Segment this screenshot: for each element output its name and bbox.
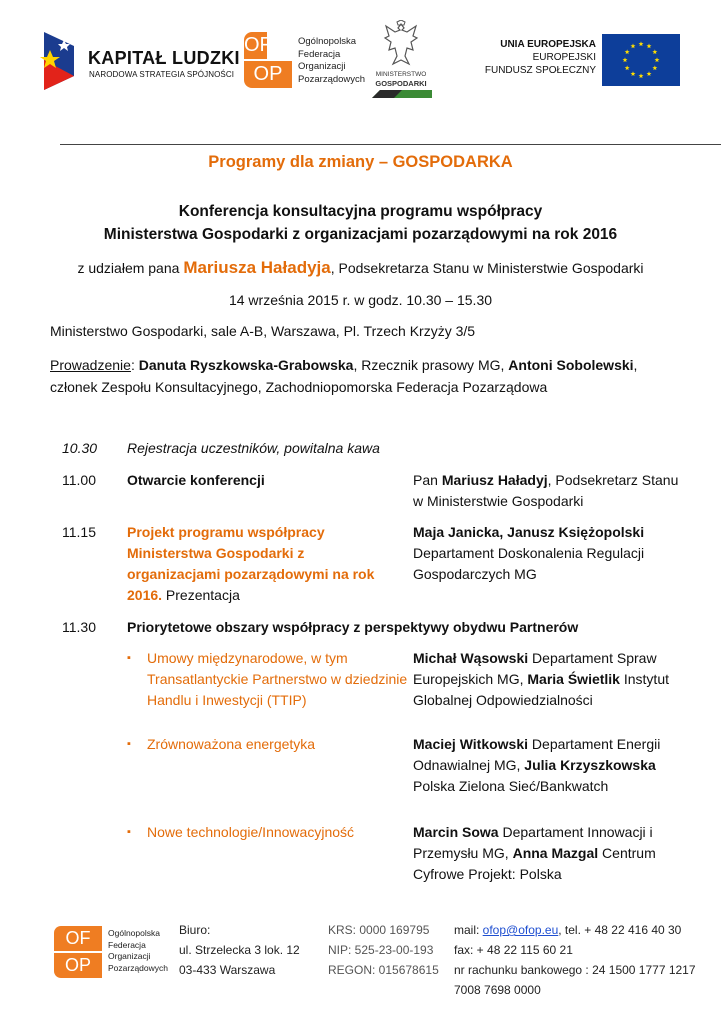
guest-name: Mariusza Haładyja [183,258,331,277]
agenda-time: 11.00 [62,472,96,488]
kapital-ludzki-subtitle: NARODOWA STRATEGIA SPÓJNOŚCI [89,70,235,79]
ministry-stripe-icon [372,90,432,98]
ue-label: UNIA EUROPEJSKA EUROPEJSKI FUNDUSZ SPOŁECZNY [484,39,596,76]
ofop-name: Ogólnopolska Federacja Organizacji Pozarządowych [298,36,366,85]
agenda-time: 11.30 [62,619,96,635]
agenda-subtopic: Umowy międzynarodowe, w tym Transatlantyckie Partnerstwo w dziedzinie Handlu i Inwestycji (TTIP) [147,650,408,708]
kapital-ludzki-title: KAPITAŁ LUDZKI [88,48,240,68]
bullet-icon: ▪ [127,652,131,664]
agenda-speaker: Pan Mariusz Haładyj, Podsekretarz Stanu w Ministerstwie Gospodarki [413,472,679,509]
email-link[interactable]: ofop@ofop.eu [482,923,559,937]
eu-flag-icon [602,34,680,86]
ministerstwo-name: MINISTERSTWO GOSPODARKI [375,71,427,88]
event-date: 14 września 2015 r. w godz. 10.30 – 15.30 [228,292,493,308]
agenda-title: Otwarcie konferencji [127,472,265,488]
agenda-subtopic: Nowe technologie/Innowacyjność [147,824,355,840]
kapital-ludzki-emblem-icon [40,30,76,92]
footer-ofop-emblem-icon: OF OP [54,926,102,978]
agenda-speaker: Maciej Witkowski Departament Energii Odnawialnej MG, Julia Krzyszkowska Polska Zielona Sieć/Bankwatch [413,736,661,794]
agenda-title: Rejestracja uczestników, powitalna kawa [127,440,380,456]
participation-line: z udziałem pana Mariusza Haładyja, Podsekretarza Stanu w Ministerstwie Gospodarki [77,258,644,277]
agenda-speaker: Maja Janicka, Janusz Księżopolski Departament Doskonalenia Regulacji Gospodarczych MG [413,524,645,582]
conference-title: Konferencja konsultacyjna programu współpracy Ministerstwa Gospodarki z organizacjami pozarządowymi na rok 2016 [103,203,618,243]
footer-ofop-logo [54,926,174,980]
footer-address: Biuro: ul. Strzelecka 3 lok. 12 03-433 Warszawa [179,923,300,977]
footer-registry: KRS: 0000 169795 NIP: 525-23-00-193 REGON: 015678615 [328,923,439,977]
ofop-logo [244,32,364,90]
header-rule [60,144,721,145]
bullet-icon: ▪ [127,738,131,750]
footer-ofop-name: Ogólnopolska Federacja Organizacji Pozarządowych [108,928,169,973]
agenda-speaker: Marcin Sowa Departament Innowacji i Przemysłu MG, Anna Mazgal Centrum Cyfrowe Projekt: Polska [413,824,656,882]
kapital-ludzki-logo [40,30,240,92]
ofop-letters-top: OF [244,32,267,59]
agenda-time: 11.15 [62,524,96,540]
ofop-emblem-icon [244,32,292,88]
page-title: Programy dla zmiany – GOSPODARKA [208,153,513,171]
footer-contact: mail: ofop@ofop.eu, tel. + 48 22 416 40 30 fax: + 48 22 115 60 21 nr rachunku bankowego : 24 1500 1777 1217 7008 7698 0000 [454,923,696,997]
bullet-icon: ▪ [127,826,131,838]
eagle-emblem-icon [383,20,419,68]
agenda-speaker: Michał Wąsowski Departament Spraw Europejskich MG, Maria Świetlik Instytut Globalnej Odpowiedzialności [413,650,669,708]
moderators: Prowadzenie: Danuta Ryszkowska-Grabowska, Rzecznik prasowy MG, Antoni Sobolewski, członek Zespołu Konsultacyjnego, Zachodniopomorska Federacja Pozarządowa [50,357,638,395]
agenda-title: Projekt programu współpracy Ministerstwa Gospodarki z organizacjami pozarządowymi na rok 2016. Prezentacja [127,524,375,603]
ofop-letters-bottom: OP [244,61,292,88]
agenda-time: 10.30 [62,440,98,456]
agenda-title: Priorytetowe obszary współpracy z perspektywy obydwu Partnerów [127,619,579,635]
agenda-subtopic: Zrównoważona energetyka [147,736,316,752]
event-place: Ministerstwo Gospodarki, sale A-B, Warszawa, Pl. Trzech Krzyży 3/5 [50,323,476,339]
ministerstwo-gospodarki-logo [368,20,434,98]
